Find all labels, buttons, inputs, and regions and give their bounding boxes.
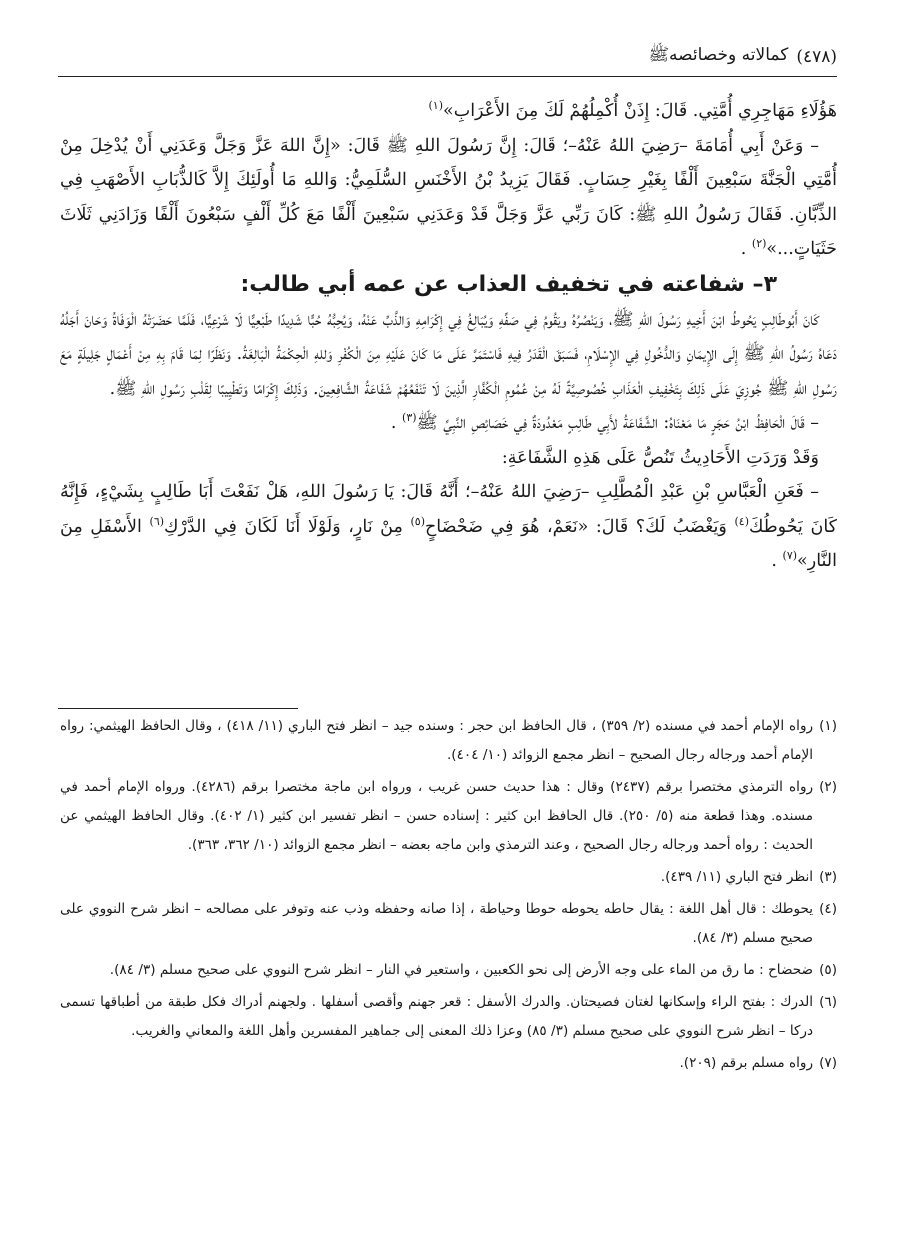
footnote-number: (٦): [819, 994, 837, 1010]
footnote-5: [60, 956, 837, 985]
footnotes: [60, 712, 837, 1081]
paragraph-5: وَقَدْ وَرَدَتِ الأَحَادِيثُ تَنُصُّ عَلَى هَذِهِ الشَّفَاعَةِ:: [501, 447, 819, 468]
footnote-4: [60, 895, 837, 953]
section-heading: ٣– شفاعته في تخفيف العذاب عن عمه أبي طالب:: [240, 271, 777, 297]
paragraph-6-text-d: الأَسْفَلِ مِنَ النَّارِ»: [60, 516, 837, 571]
footnote-ref-1[interactable]: (١): [428, 99, 444, 113]
header-divider: [58, 76, 837, 77]
footnote-text: رواه الترمذي مختصرا برقم (٢٤٣٧) وقال : هذا حديث حسن غريب ، ورواه ابن ماجة مختصرا برقم (٤٢٨٦). ورواه الإمام أحمد في مسنده. وهذا قطعة منه (٥/ ٢٥٠). قال الحافظ ابن كثير : إسناده حسن – انظر تفسير ابن كثير (١/ ٤٠٢). وقال الحافظ الهيثمي عن الحديث : رواه أحمد ورجاله رجال الصحيح ، وعند الترمذي وابن ماجه بعضه – انظر مجمع الزوائد (١٠/ ٣٦٢، ٣٦٣).: [60, 779, 814, 853]
footnote-text: يحوطك : قال أهل اللغة : يقال حاطه يحوطه حوطا وحياطة ، إذا صانه وحفظه وذب عنه وتوفر على مصالحه – انظر شرح النووي على صحيح مسلم (٣/ ٨٤).: [60, 901, 814, 946]
paragraph-6-end: .: [771, 551, 783, 571]
paragraph-6-text-b: وَيَغْضَبُ لَكَ؟ قَالَ: «نَعَمْ، هُوَ فِي ضَحْضَاحٍ: [424, 516, 735, 537]
footnote-1: [60, 712, 837, 770]
footnote-ref-5[interactable]: (٥): [410, 514, 425, 528]
footnote-6: [60, 988, 837, 1046]
paragraph-6-text-a: – فَعَنِ الْعَبَّاسِ بْنِ عَبْدِ الْمُطَّلِبِ –رَضِيَ اللهُ عَنْهُ–؛ أَنَّهُ قَالَ: يَا رَسُولَ اللهِ، هَلْ نَفَعْتَ أَبَا طَالِبٍ بِشَيْءٍ، فَإِنَّهُ كَانَ يَحُوطُكَ: [60, 482, 837, 537]
running-header: [58, 44, 837, 69]
footnote-number: (٢): [819, 779, 837, 795]
paragraph-4-end: .: [390, 413, 403, 433]
paragraph-4-text: – قَالَ الْحَافِظُ ابْنُ حَجَرٍ مَا مَعْنَاهُ: الشَّفَاعَةُ لأَبِي طَالِبٍ مَعْدُودَةٌ فِي خَصَائِصِ النَّبِيِّ ﷺ: [416, 413, 819, 433]
page-number: (٤٧٨): [796, 46, 837, 67]
footnote-ref-3[interactable]: (٣): [402, 411, 417, 425]
footnote-text: انظر فتح الباري (١١/ ٤٣٩).: [660, 869, 814, 885]
footnote-number: (١): [819, 718, 837, 734]
footnote-text: ضحضاح : ما رق من الماء على وجه الأرض إلى نحو الكعبين ، واستعير في النار – انظر شرح النووي على صحيح مسلم (٣/ ٨٤).: [109, 962, 814, 978]
footnote-ref-7[interactable]: (٧): [782, 549, 798, 563]
paragraph-2: [60, 129, 837, 267]
footnote-divider: [58, 708, 298, 709]
paragraph-6: [60, 475, 837, 579]
paragraph-2-end: .: [740, 239, 752, 259]
footnote-text: رواه مسلم برقم (٢٠٩).: [679, 1055, 814, 1071]
paragraph-2-text: – وَعَنْ أَبِي أُمَامَةَ –رَضِيَ اللهُ عَنْهُ–؛ قَالَ: إِنَّ رَسُولَ اللهِ ﷺ قَالَ: «إِنَّ اللهَ عَزَّ وَجَلَّ وَعَدَنِي أَنْ يُدْخِلَ مِنْ أُمَّتِي الْجَنَّةَ سَبْعِينَ أَلْفًا بِغَيْرِ حِسَابٍ. فَقَالَ يَزِيدُ بْنُ الأَخْنَسِ السُّلَمِيُّ: وَاللهِ مَا أُولَئِكَ إِلاَّ كَالذُّبَابِ الأَصْهَبِ فِي الذِّبَّانِ. فَقَالَ رَسُولُ اللهِ ﷺ: كَانَ رَبِّي عَزَّ وَجَلَّ قَدْ وَعَدَنِي سَبْعِينَ أَلْفًا مَعَ كُلِّ أَلْفٍ سَبْعُونَ أَلْفًا وَزَادَنِي ثَلَاثَ حَثَيَاتٍ...»: [60, 135, 837, 259]
footnote-3: [60, 863, 837, 892]
footnote-number: (٧): [819, 1055, 837, 1071]
footnote-2: [60, 773, 837, 860]
footnote-text: الدرك : بفتح الراء وإسكانها لغتان فصيحتان. والدرك الأسفل : قعر جهنم وأقصى أسفلها . ولجهنم أدراك فكل طبقة من أطباقها تسمى دركا – انظر شرح النووي على صحيح مسلم (٣/ ٨٥) وعزا ذلك المعنى إلى جماهير المفسرين وأهل اللغة والمعاني والغريب.: [60, 994, 814, 1039]
footnote-ref-2[interactable]: (٢): [751, 237, 767, 251]
footnote-text: رواه الإمام أحمد في مسنده (٢/ ٣٥٩) ، قال الحافظ ابن حجر : وسنده جيد – انظر فتح الباري (١١/ ٤١٨) ، وقال الحافظ الهيثمي: رواه الإمام أحمد ورجاله رجال الصحيح – انظر مجمع الزوائد (١٠/ ٤٠٤).: [60, 718, 814, 763]
footnote-number: (٥): [819, 962, 837, 978]
footnote-7: [60, 1049, 837, 1078]
paragraph-1: [60, 94, 837, 129]
footnote-number: (٣): [819, 869, 837, 885]
paragraph-6-text-c: مِنْ نَارٍ، وَلَوْلَا أَنَا لَكَانَ فِي الدَّرْكِ: [164, 516, 411, 537]
paragraph-4: [60, 406, 837, 441]
footnote-ref-4[interactable]: (٤): [734, 514, 749, 528]
paragraph-1-text: هَؤُلَاءِ مَهَاجِرِي أُمَّتِي. قَالَ: إِذَنْ أُكْمِلُهُمْ لَكَ مِنَ الأَعْرَابِ»: [443, 101, 837, 121]
paragraph-3: كَانَ أَبُوطَالِبٍ يَحُوطُ ابْنَ أَخِيهِ رَسُولَ اللهِ ﷺ، وَيَنْصُرُهُ ويَقُومُ فِي صَفِّهِ وَيُبَالِغُ فِي إِكْرَامِهِ وَالذَّبِّ عَنْهُ، وَيُحِبُّهُ حُبًّا شَدِيدًا طَبْعِيًّا لَا شَرْعِيًّا، فَلَمَّا حَضَرَتْهُ الْوَفَاةُ وَحَانَ أَجَلُهُ دَعَاهُ رَسُولُ اللهِ ﷺ إِلَى الإِيمَانِ وَالدُّخُولِ فِي الإِسْلَامِ، فَسَبَقَ الْقَدَرُ فِيهِ فَاسْتَمَرَّ عَلَى مَا كَانَ عَلَيْهِ مِنَ الْكُفْرِ وَللهِ الْحِكْمَةُ الْبَالِغَةُ. وَنَظَرًا لِمَا قَامَ بِهِ مِنْ أَعْمَالٍ جَلِيلَةٍ مَعَ رَسُولِ اللهِ ﷺ جُوزِيَ عَلَى ذَلِكَ بِتَخْفِيفِ الْعَذَابِ خُصُوصِيَّةً لَهُ مِنْ عُمُومِ الْكُفَّارِ الَّذِينَ لَا تَنْفَعُهُمْ شَفَاعَةُ الشَّافِعِينَ. وَذَلِكَ إِكْرَامًا وَتَطْيِيبًا لِقَلْبِ رَسُولِ اللهِ ﷺ.: [60, 309, 837, 399]
chapter-title: كمالاته وخصائصهﷺ: [648, 45, 789, 65]
footnote-number: (٤): [819, 901, 837, 917]
main-text: [60, 94, 837, 579]
footnote-ref-6[interactable]: (٦): [149, 514, 165, 528]
